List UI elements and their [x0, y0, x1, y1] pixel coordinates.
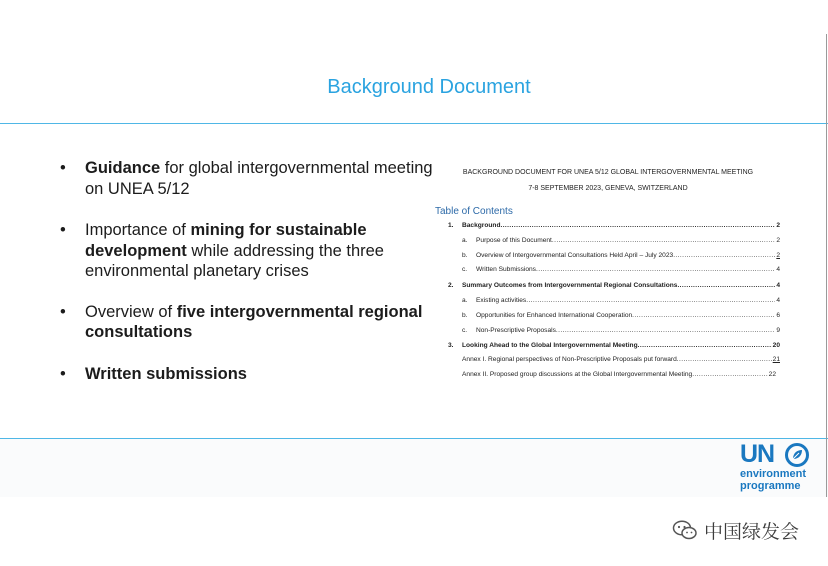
unep-logo — [740, 440, 816, 492]
toc-number: c. — [462, 327, 468, 334]
slide-edge — [826, 34, 827, 497]
toc-label: Non-Prescriptive Proposals — [476, 327, 556, 334]
wechat-icon — [672, 519, 698, 541]
toc-page: 20 — [772, 342, 780, 349]
bullet-list — [60, 158, 440, 384]
toc-label: Background — [462, 222, 501, 229]
bullet-bold-text: mining for sustainable development — [85, 221, 367, 260]
toc-page: 4 — [776, 266, 780, 273]
bullet-item — [60, 158, 440, 199]
watermark-text: 中国绿发会 — [704, 520, 800, 543]
watermark — [672, 516, 799, 544]
bullet-item — [60, 302, 440, 343]
top-divider — [0, 123, 828, 124]
toc-label: Overview of Intergovernmental Consultations Held April – July 2023 — [476, 252, 674, 259]
bullet-bold-text: five intergovernmental regional consultations — [85, 302, 423, 341]
toc-entry — [448, 342, 780, 350]
globe-leaf-icon — [785, 443, 809, 467]
toc-label: Written Submissions — [476, 266, 536, 273]
toc-entry — [462, 312, 780, 320]
toc-page: 9 — [776, 327, 780, 334]
bullet-text: while addressing the three environmental planetary crises — [85, 241, 384, 280]
toc-page: 6 — [776, 312, 780, 319]
toc-page-link[interactable]: 21 — [772, 356, 780, 363]
toc-label: Annex I. Regional perspectives of Non-Prescriptive Proposals put forward — [462, 356, 677, 363]
bullet-dot: • — [60, 221, 66, 239]
bullet-bold-text: Written submissions — [85, 364, 247, 383]
toc-entry — [462, 237, 780, 245]
toc-label: Existing activities — [476, 297, 527, 304]
document-heading-line1: BACKGROUND DOCUMENT FOR UNEA 5/12 GLOBAL INTERGOVERNMENTAL MEETING — [462, 169, 754, 176]
toc-entry — [462, 327, 780, 335]
footer-band — [0, 439, 828, 497]
document-heading-line2: 7-8 SEPTEMBER 2023, GENEVA, SWITZERLAND — [528, 185, 688, 192]
toc-entry[interactable] — [462, 252, 780, 260]
bullet-text: Overview of — [85, 302, 177, 321]
toc-label: Purpose of this Document — [476, 237, 552, 244]
toc-entry — [462, 266, 780, 274]
toc-number: a. — [462, 297, 468, 304]
bullet-item — [60, 220, 440, 282]
toc-page-link[interactable]: 2 — [776, 252, 780, 259]
toc-page: 22 — [768, 371, 776, 378]
toc-number: c. — [462, 266, 468, 273]
slide-title: Background Document — [327, 76, 531, 98]
toc-title: Table of Contents — [435, 206, 513, 217]
bullet-bold-text: Guidance — [85, 159, 161, 177]
bullet-text: for global intergovernmental meeting on UNEA 5/12 — [85, 159, 433, 198]
toc-label: Looking Ahead to the Global Intergovernmental Meeting — [462, 342, 638, 349]
bullet-dot: • — [60, 302, 66, 321]
toc-entry — [462, 371, 776, 379]
bullet-dot: • — [60, 159, 66, 177]
logo-line1: environment — [740, 468, 807, 480]
logo-line2: programme — [740, 480, 801, 492]
toc-page: 4 — [776, 282, 780, 289]
toc-number: 2. — [448, 282, 454, 289]
toc-page: 4 — [776, 297, 780, 304]
toc-number: 3. — [448, 342, 454, 349]
bullet-dot: • — [60, 364, 66, 383]
toc-entry[interactable] — [462, 356, 780, 364]
toc-entry — [462, 297, 780, 305]
toc-entry — [448, 222, 780, 230]
toc-number: 1. — [448, 222, 454, 229]
bullet-item — [60, 364, 440, 385]
bottom-divider — [0, 438, 828, 439]
toc-page: 2 — [776, 222, 780, 229]
logo-un-text: UN — [740, 440, 775, 468]
toc-number: b. — [462, 312, 468, 319]
toc-entry — [448, 282, 780, 290]
toc-number: b. — [462, 252, 468, 259]
bullet-text: Importance of — [85, 221, 191, 239]
toc-label: Summary Outcomes from Intergovernmental Regional Consultations — [462, 282, 678, 289]
toc-label: Opportunities for Enhanced International Cooperation — [476, 312, 633, 319]
toc-number: a. — [462, 237, 468, 244]
toc-page: 2 — [776, 237, 780, 244]
toc-label: Annex II. Proposed group discussions at the Global Intergovernmental Meeting — [462, 371, 693, 378]
